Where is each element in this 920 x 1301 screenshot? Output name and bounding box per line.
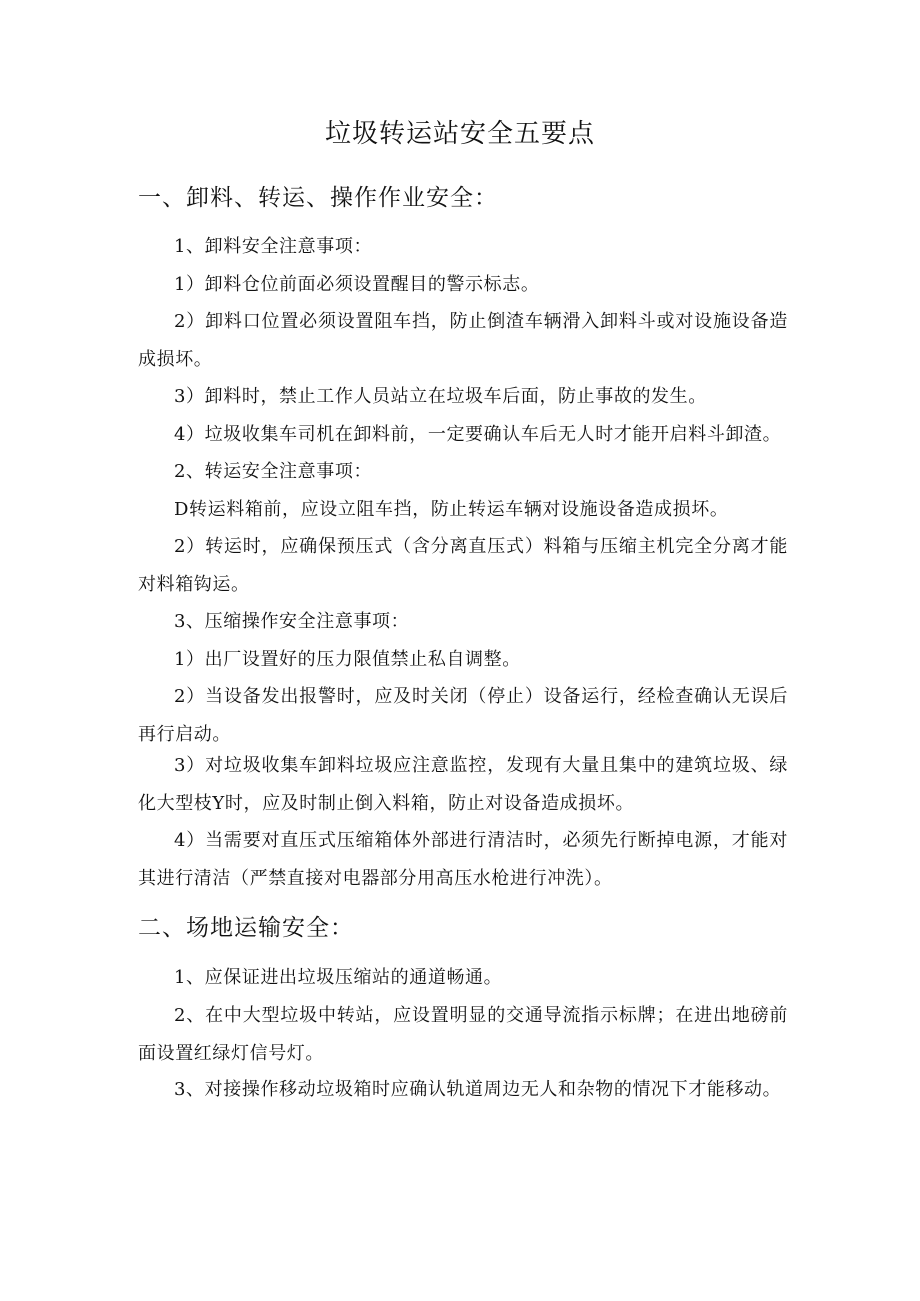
paragraph: 3、压缩操作安全注意事项： [174, 611, 410, 632]
document-title: 垃圾转运站安全五要点 [324, 119, 595, 149]
paragraph: 3）对垃圾收集车卸料垃圾应注意监控，发现有大量且集中的建筑垃圾、绿化大型枝Y时，应及时制止倒入料箱，防止对设备造成损坏。 [138, 755, 788, 814]
paragraph: 2）转运时，应确保预压式（含分离直压式）料箱与压缩主机完全分离才能对料箱钩运。 [138, 536, 788, 595]
paragraph: 2、转运安全注意事项： [174, 461, 373, 482]
paragraph: 1、卸料安全注意事项： [174, 236, 373, 257]
section-heading-2: 二、场地运输安全： [138, 915, 354, 941]
paragraph: 1）卸料仓位前面必须设置醒目的警示标志。 [174, 274, 540, 295]
paragraph: 2）卸料口位置必须设置阻车挡，防止倒渣车辆滑入卸料斗或对设施设备造成损坏。 [138, 311, 788, 370]
section-heading-1: 一、卸料、转运、操作作业安全： [138, 185, 498, 211]
paragraph: 4）垃圾收集车司机在卸料前，一定要确认车后无人时才能开启料斗卸渣。 [174, 424, 782, 445]
paragraph: 2、在中大型垃圾中转站，应设置明显的交通导流指示标牌；在进出地磅前面设置红绿灯信号灯。 [138, 1005, 788, 1064]
paragraph: 3）卸料时，禁止工作人员站立在垃圾车后面，防止事故的发生。 [174, 386, 707, 407]
paragraph: 2）当设备发出报警时，应及时关闭（停止）设备运行，经检查确认无误后再行启动。 [138, 686, 788, 745]
paragraph: 3、对接操作移动垃圾箱时应确认轨道周边无人和杂物的情况下才能移动。 [174, 1079, 782, 1100]
paragraph: 1）出厂设置好的压力限值禁止私自调整。 [174, 649, 521, 670]
paragraph: D转运料箱前，应设立阻车挡，防止转运车辆对设施设备造成损坏。 [174, 499, 729, 520]
paragraph: 1、应保证进出垃圾压缩站的通道畅通。 [174, 967, 503, 988]
paragraph: 4）当需要对直压式压缩箱体外部进行清洁时，必须先行断掉电源，才能对其进行清洁（严禁直接对电器部分用高压水枪进行冲洗）。 [138, 830, 788, 889]
